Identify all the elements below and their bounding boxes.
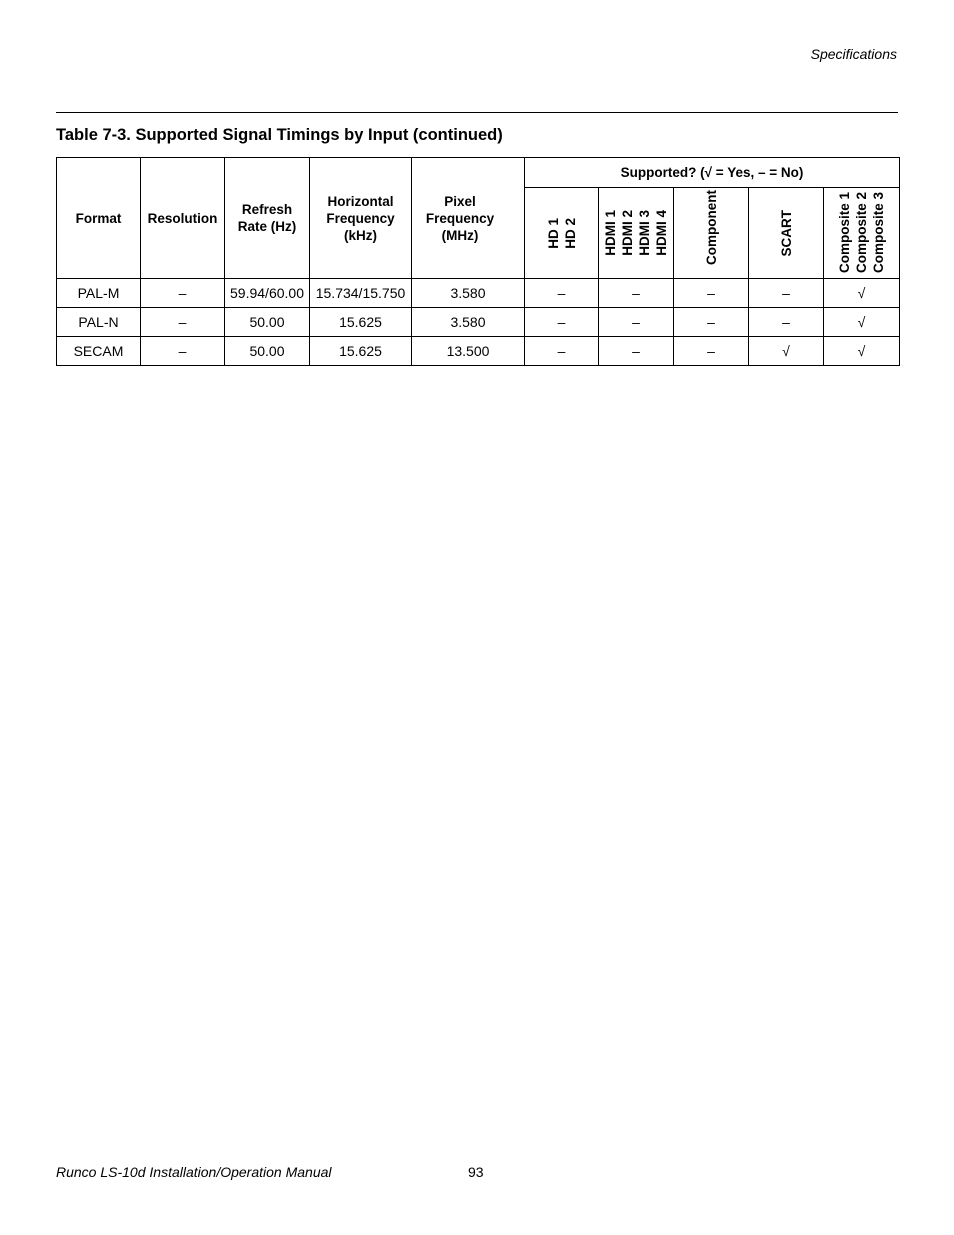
signal-timings-table (56, 157, 900, 366)
composite-label: Composite 1 Composite 2 Composite 3 (837, 192, 887, 274)
table-caption: Table 7-3. Supported Signal Timings by Input (continued) (56, 126, 503, 144)
col-header-supported-group: Supported? (√ = Yes, – = No) (525, 158, 900, 188)
page-number: 93 (468, 1164, 484, 1180)
col-header-pixel-frequency: Pixel Frequency (MHz) (412, 158, 525, 279)
cell-hdmi: – (599, 337, 674, 366)
cell-scart: – (749, 308, 824, 337)
cell-pixel-frequency: 3.580 (412, 308, 525, 337)
col-header-format: Format (57, 158, 141, 279)
col-header-horizontal-frequency: Horizontal Frequency (kHz) (310, 158, 412, 279)
cell-component: – (674, 337, 749, 366)
cell-resolution: – (141, 337, 225, 366)
col-header-composite (824, 188, 900, 279)
cell-hdmi: – (599, 308, 674, 337)
table-row (57, 279, 900, 308)
col-header-resolution: Resolution (141, 158, 225, 279)
cell-horizontal-frequency: 15.625 (310, 308, 412, 337)
footer-manual-title: Runco LS-10d Installation/Operation Manual (56, 1164, 332, 1180)
col-header-hdmi (599, 188, 674, 279)
cell-refresh-rate: 59.94/60.00 (225, 279, 310, 308)
cell-pixel-frequency: 13.500 (412, 337, 525, 366)
cell-hd: – (525, 308, 599, 337)
cell-format: PAL-M (57, 279, 141, 308)
col-header-scart (749, 188, 824, 279)
cell-hdmi: – (599, 279, 674, 308)
header-rule (56, 112, 898, 113)
cell-composite: √ (824, 279, 900, 308)
col-header-component (674, 188, 749, 279)
col-header-refresh-rate: Refresh Rate (Hz) (225, 158, 310, 279)
cell-scart: √ (749, 337, 824, 366)
cell-resolution: – (141, 308, 225, 337)
table-row (57, 308, 900, 337)
cell-refresh-rate: 50.00 (225, 337, 310, 366)
col-header-hd (525, 188, 599, 279)
cell-hd: – (525, 279, 599, 308)
hdmi-label: HDMI 1 HDMI 2 HDMI 3 HDMI 4 (603, 210, 669, 256)
cell-format: PAL-N (57, 308, 141, 337)
cell-pixel-frequency: 3.580 (412, 279, 525, 308)
cell-format: SECAM (57, 337, 141, 366)
scart-label: SCART (778, 209, 794, 257)
cell-hd: – (525, 337, 599, 366)
section-header: Specifications (810, 46, 897, 62)
hd-label: HD 1 HD 2 (545, 217, 578, 249)
cell-component: – (674, 308, 749, 337)
cell-component: – (674, 279, 749, 308)
cell-refresh-rate: 50.00 (225, 308, 310, 337)
component-label: Component (703, 190, 719, 265)
cell-horizontal-frequency: 15.734/15.750 (310, 279, 412, 308)
cell-scart: – (749, 279, 824, 308)
cell-composite: √ (824, 308, 900, 337)
cell-resolution: – (141, 279, 225, 308)
cell-horizontal-frequency: 15.625 (310, 337, 412, 366)
table-row (57, 337, 900, 366)
cell-composite: √ (824, 337, 900, 366)
